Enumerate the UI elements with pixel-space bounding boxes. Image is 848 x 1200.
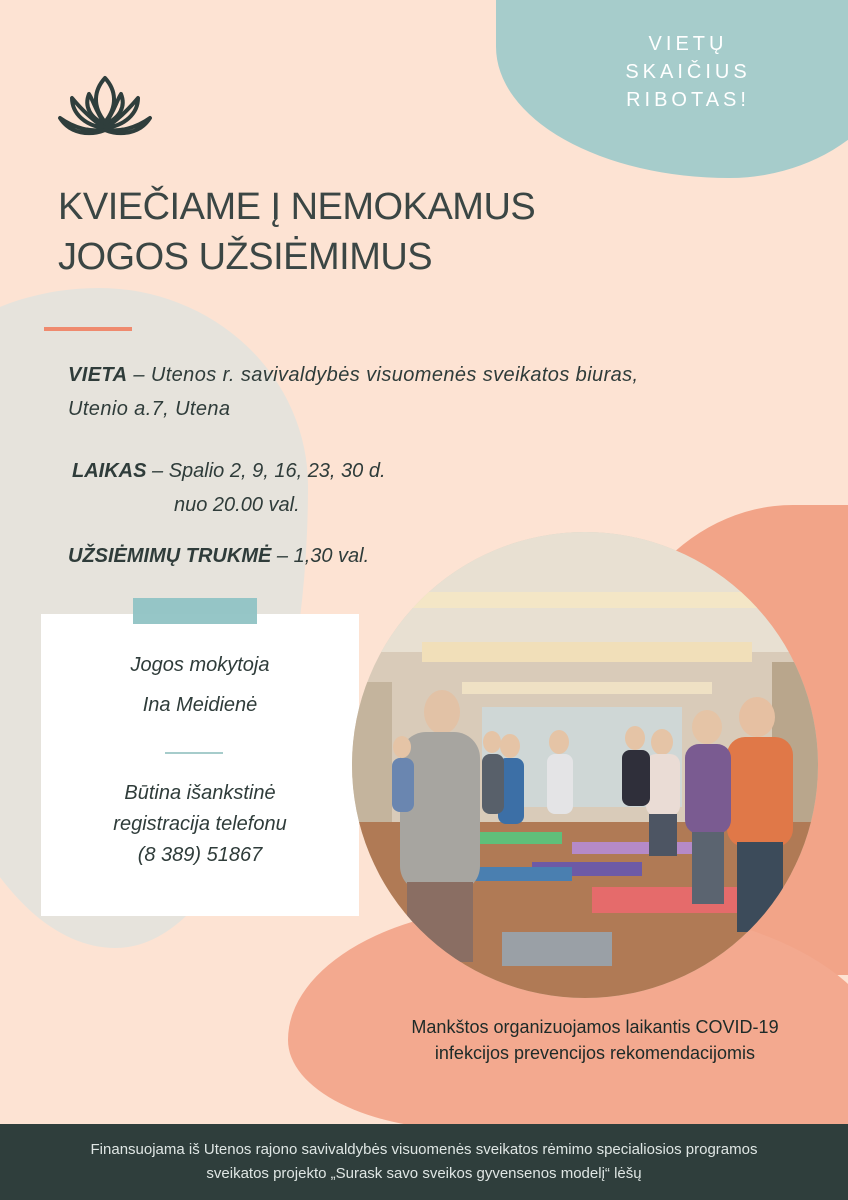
phone-number: (8 389) 51867 xyxy=(137,844,263,866)
title-divider xyxy=(44,327,132,331)
duration-value: 1,30 val. xyxy=(293,545,370,567)
teacher-name: Ina Meidienė xyxy=(142,694,258,716)
venue-label: VIETA xyxy=(68,364,128,386)
covid-line-2: infekcijos prevencijos rekomendacijomis xyxy=(434,1043,756,1063)
venue-address: Utenio a.7, Utena xyxy=(68,398,231,420)
registration-line-2: registracija telefonu xyxy=(113,813,287,835)
time-label: LAIKAS xyxy=(72,460,147,482)
duration-label: UŽSIĖMIMŲ TRUKMĖ xyxy=(68,545,272,567)
teacher-card xyxy=(41,614,359,916)
footer-line-1: Finansuojama iš Utenos rajono savivaldybės visuomenės sveikatos rėmimo specialiosios programos xyxy=(90,1141,758,1158)
lotus-icon xyxy=(56,72,154,138)
yoga-class-illustration xyxy=(352,532,818,998)
venue-value: Utenos r. savivaldybės visuomenės sveikatos biuras, xyxy=(150,364,639,386)
page-title xyxy=(58,182,678,282)
limited-places-badge xyxy=(598,30,778,114)
time-hour: nuo 20.00 val. xyxy=(174,494,300,516)
badge-line-1: VIETŲ xyxy=(648,33,728,55)
card-divider xyxy=(165,752,223,754)
registration-info xyxy=(41,778,359,871)
tape-decoration xyxy=(133,598,257,624)
venue-info xyxy=(68,358,838,426)
title-line-1: KVIEČIAME Į NEMOKAMUS xyxy=(58,186,536,228)
badge-line-3: RIBOTAS! xyxy=(626,89,750,111)
funding-footer xyxy=(0,1124,848,1200)
time-info xyxy=(72,454,386,522)
covid-line-1: Mankštos organizuojamos laikantis COVID-19 xyxy=(411,1017,779,1037)
registration-line-1: Būtina išankstinė xyxy=(124,782,276,804)
title-line-2: JOGOS UŽSIĖMIMUS xyxy=(58,236,433,278)
yoga-class-photo xyxy=(352,532,818,998)
time-dates: Spalio 2, 9, 16, 23, 30 d. xyxy=(168,460,386,482)
teacher-title: Jogos mokytoja xyxy=(130,654,270,676)
duration-separator: – xyxy=(271,545,294,567)
time-separator: – xyxy=(146,460,169,482)
duration-info xyxy=(68,540,369,572)
footer-line-2: sveikatos projekto „Surask savo sveikos gyvensenos modelį“ lėšų xyxy=(206,1165,642,1182)
covid-notice xyxy=(340,1014,848,1066)
badge-line-2: SKAIČIUS xyxy=(625,61,751,83)
venue-separator: – xyxy=(127,364,151,386)
